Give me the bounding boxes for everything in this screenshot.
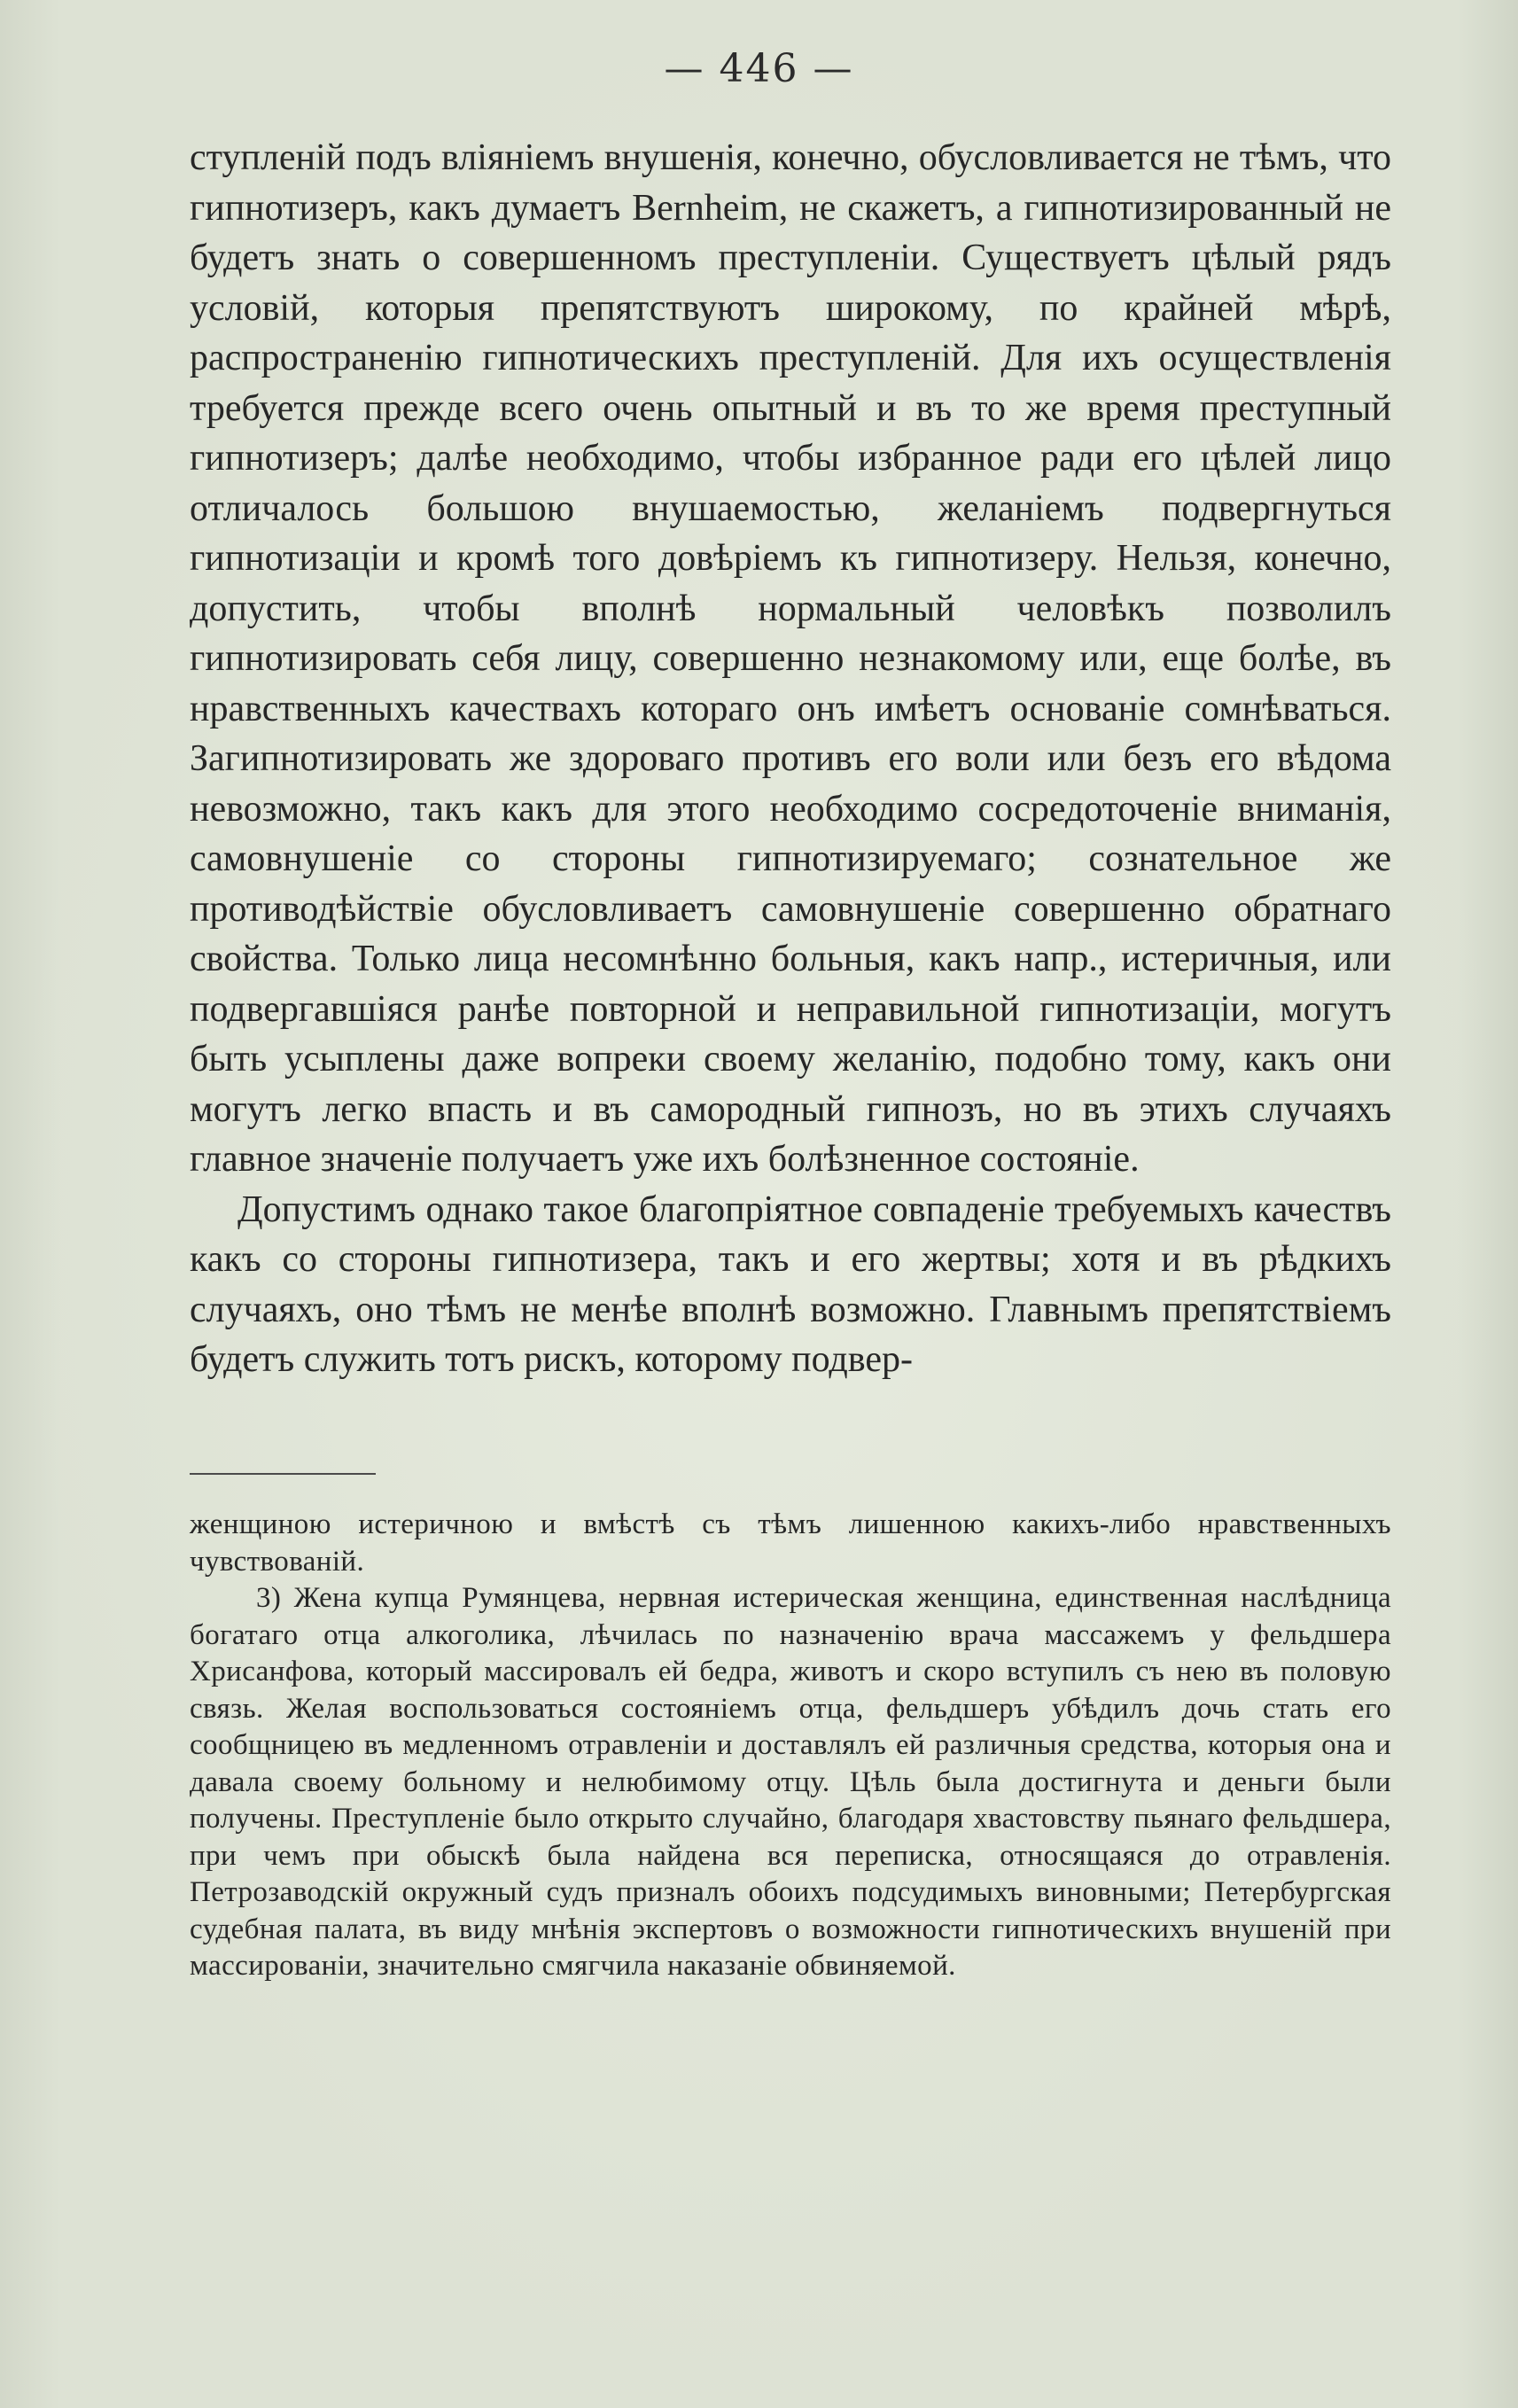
footnote-continuation: женщиною истеричною и вмѣстѣ съ тѣмъ лишенною какихъ-либо нравственныхъ чувствованій. (190, 1508, 1391, 1578)
main-text-body (190, 133, 1391, 1385)
footnote-3: 3) Жена купца Румянцева, нервная истерическая женщина, единственная наслѣдница богатаго отца алкоголика, лѣчилась по назначенію врача массажемъ у фельдшера Хрисанфова, который массировалъ ей бедра, животъ и скоро вступилъ съ нею въ половую связь. Желая воспользоваться состояніемъ отца, фельдшеръ убѣдилъ дочь стать его сообщницею въ медленномъ отравленіи и доставлялъ ей различныя средства, которыя она и давала своему больному и нелюбимому отцу. Цѣль была достигнута и деньги были получены. Преступленіе было открыто случайно, благодаря хвастовству пьянаго фельдшера, при чемъ при обыскѣ была найдена вся переписка, относящаяся до отравленія. Петрозаводскій окружный судъ призналъ обоихъ подсудимыхъ виновными; Петербургская судебная палата, въ виду мнѣнія экспертовъ о возможности гипнотическихъ внушеній при массированіи, значительно смягчила наказаніе обвиняемой. (190, 1582, 1391, 1982)
paragraph-suppose: Допустимъ однако такое благопріятное совпаденіе требуемыхъ качествъ какъ со стороны гипнотизера, такъ и его жертвы; хотя и въ рѣдкихъ случаяхъ, оно тѣмъ не менѣе вполнѣ возможно. Главнымъ препятствіемъ будетъ служить тотъ рискъ, которому подвер- (190, 1188, 1391, 1380)
page-number: — 446 — (664, 46, 854, 91)
footnotes (190, 1507, 1391, 1985)
paragraph-continuation: ступленій подъ вліяніемъ внушенія, конечно, обусловливается не тѣмъ, что гипнотизеръ, какъ думаетъ Bernheim, не скажетъ, а гипнотизированный не будетъ знать о совершенномъ преступленіи. Существуетъ цѣлый рядъ условій, которыя препятствуютъ широкому, по крайней мѣрѣ, распространенію гипнотическихъ преступленій. Для ихъ осуществленія требуется прежде всего очень опытный и въ то же время преступный гипнотизеръ; далѣе необходимо, чтобы избранное ради его цѣлей лицо отличалось большою внушаемостью, желаніемъ подвергнуться гипнотизаціи и кромѣ того довѣріемъ къ гипнотизеру. Нельзя, конечно, допустить, чтобы вполнѣ нормальный человѣкъ позволилъ гипнотизировать себя лицу, совершенно незнакомому или, еще болѣе, въ нравственныхъ качествахъ котораго онъ имѣетъ основаніе сомнѣваться. Загипнотизировать же здороваго противъ его воли или безъ его вѣдома невозможно, такъ какъ для этого необходимо сосредоточеніе вниманія, самовнушеніе со стороны гипнотизируемаго; сознательное же противодѣйствіе обусловливаетъ самовнушеніе совершенно обратнаго свойства. Только лица несомнѣнно больныя, какъ напр., истеричныя, или подвергавшіяся ранѣе повторной и неправильной гипнотизаціи, могутъ быть усыплены даже вопреки своему желанію, подобно тому, какъ они могутъ легко впасть и въ самородный гипнозъ, но въ этихъ случаяхъ главное значеніе получаетъ уже ихъ болѣзненное состояніе. (190, 137, 1391, 1180)
footnote-separator (190, 1473, 376, 1475)
